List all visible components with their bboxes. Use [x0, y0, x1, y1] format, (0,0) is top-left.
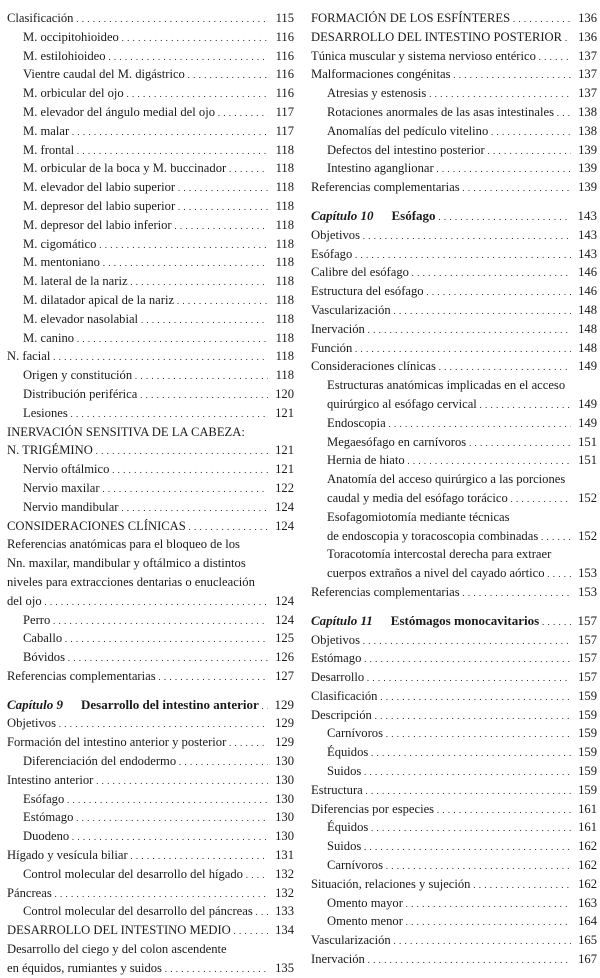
- toc-entry: [7, 592, 294, 611]
- toc-entry-title: Estructura: [311, 782, 363, 797]
- toc-entry-title: Suidos: [327, 764, 362, 779]
- toc-entry: [311, 357, 597, 376]
- toc-entry-title: Consideraciones clínicas: [311, 359, 436, 374]
- toc-page-number: 118: [275, 330, 294, 345]
- toc-entry: [311, 781, 597, 800]
- toc-entry: [7, 404, 294, 423]
- toc-entry-title: Inervación: [311, 952, 365, 967]
- toc-page-number: 129: [275, 735, 294, 750]
- toc-entry-title: del ojo: [7, 593, 42, 608]
- toc-page-number: 136: [578, 29, 597, 44]
- toc-entry-title: Duodeno: [23, 829, 70, 844]
- toc-page-number: 148: [578, 302, 597, 317]
- toc-page-number: 162: [578, 858, 597, 873]
- toc-page-number: 161: [578, 801, 597, 816]
- toc-page-number: 159: [578, 726, 597, 741]
- toc-entry-title: M. elevador nasolabial: [23, 311, 139, 326]
- toc-entry-title: Referencias anatómicas para el bloqueo de los: [7, 537, 240, 552]
- toc-entry-title: en équidos, rumiantes y suidos: [7, 960, 162, 975]
- toc-entry-title: N. TRIGÉMINO: [7, 443, 93, 458]
- toc-page-number: 137: [578, 48, 597, 63]
- toc-page-number: 130: [275, 791, 294, 806]
- toc-entry: [7, 827, 294, 846]
- toc-entry-title: Rotaciones anormales de las asas intestinales: [327, 104, 554, 119]
- toc-page-number: 164: [578, 914, 597, 929]
- toc-page-number: 151: [578, 434, 597, 449]
- chapter-heading: [311, 612, 597, 631]
- toc-page-number: 124: [275, 593, 294, 608]
- toc-entry-title: Équidos: [327, 820, 369, 835]
- toc-entry-title: Diferencias por especies: [311, 801, 435, 816]
- toc-page-number: 130: [275, 829, 294, 844]
- toc-entry: [7, 235, 294, 254]
- toc-page-number: 118: [275, 198, 294, 213]
- toc-page-number: 163: [578, 895, 597, 910]
- toc-entry: [7, 884, 294, 903]
- toc-entry-title: Esofagomiotomía mediante técnicas: [327, 509, 510, 524]
- toc-entry: [7, 479, 294, 498]
- toc-entry: [7, 47, 294, 66]
- toc-entry: [311, 9, 597, 28]
- toc-entry-title: cuerpos extraños a nivel del cayado aórtico: [327, 566, 545, 581]
- toc-entry: [311, 301, 597, 320]
- toc-entry: [311, 28, 597, 47]
- toc-page-number: 121: [275, 462, 294, 477]
- toc-entry-title: Esófago: [311, 246, 353, 261]
- toc-page-number: 152: [578, 528, 597, 543]
- toc-entry-title: Vascularización: [311, 302, 391, 317]
- toc-entry: [311, 178, 597, 197]
- toc-entry: [7, 573, 294, 592]
- toc-page-number: 129: [274, 696, 294, 712]
- chapter-heading: [311, 207, 597, 226]
- chapter-heading: [7, 696, 294, 715]
- toc-entry-title: Endoscopia: [327, 415, 386, 430]
- toc-page-number: 159: [578, 745, 597, 760]
- toc-entry: [7, 629, 294, 648]
- toc-entry: [311, 263, 597, 282]
- toc-entry-title: Situación, relaciones y sujeción: [311, 876, 471, 891]
- toc-entry-title: Vientre caudal del M. digástrico: [23, 67, 185, 82]
- toc-entry: [311, 564, 597, 583]
- toc-entry: [7, 329, 294, 348]
- toc-entry-title: M. occipitohioideo: [23, 29, 119, 44]
- toc-page-number: 133: [275, 904, 294, 919]
- toc-entry-title: caudal y media del esófago torácico: [327, 490, 508, 505]
- toc-entry-title: M. lateral de la nariz: [23, 274, 128, 289]
- toc-entry-title: Función: [311, 340, 353, 355]
- toc-page-number: 118: [275, 217, 294, 232]
- toc-page-number: 127: [275, 668, 294, 683]
- toc-entry-title: Distribución periférica: [23, 386, 138, 401]
- toc-page-number: 118: [275, 161, 294, 176]
- toc-entry-title: Intestino aganglionar: [327, 161, 434, 176]
- toc-page-number: 116: [275, 48, 294, 63]
- toc-entry: [7, 197, 294, 216]
- toc-entry: [7, 65, 294, 84]
- toc-entry-title: Vascularización: [311, 933, 391, 948]
- toc-entry-title: Carnívoros: [327, 858, 383, 873]
- toc-entry: [311, 668, 597, 687]
- toc-entry: [7, 535, 294, 554]
- toc-page-number: 121: [275, 443, 294, 458]
- toc-page-number: 131: [275, 848, 294, 863]
- toc-entry-title: Anomalías del pedículo vitelino: [327, 123, 489, 138]
- toc-entry-title: M. canino: [23, 330, 75, 345]
- toc-entry: [7, 28, 294, 47]
- toc-entry-title: Intestino anterior: [7, 772, 94, 787]
- toc-page-number: 122: [275, 480, 294, 495]
- toc-entry: [311, 470, 597, 489]
- toc-entry-title: Desarrollo: [311, 670, 365, 685]
- toc-entry: [7, 940, 294, 959]
- toc-entry: [311, 818, 597, 837]
- toc-entry: [7, 752, 294, 771]
- toc-page-number: 157: [578, 651, 597, 666]
- toc-entry: [7, 460, 294, 479]
- toc-entry-title: niveles para extracciones dentarias o enucleación: [7, 574, 255, 589]
- toc-page-number: 148: [578, 340, 597, 355]
- toc-entry: [311, 65, 597, 84]
- toc-entry-title: Malformaciones congénitas: [311, 67, 451, 82]
- toc-page-number: 137: [578, 86, 597, 101]
- toc-entry: [7, 921, 294, 940]
- toc-entry: [311, 545, 597, 564]
- toc-entry: [7, 310, 294, 329]
- toc-page-number: 130: [275, 754, 294, 769]
- toc-entry: [7, 554, 294, 573]
- toc-entry-title: M. estilohioideo: [23, 48, 106, 63]
- toc-entry: [311, 762, 597, 781]
- toc-entry-title: FORMACIÓN DE LOS ESFÍNTERES: [311, 11, 511, 25]
- toc-page-number: 138: [578, 104, 597, 119]
- toc-entry-title: Omento menor: [327, 914, 403, 929]
- toc-entry: [7, 517, 294, 536]
- toc-page-number: 115: [275, 11, 294, 25]
- toc-entry: [7, 9, 294, 28]
- toc-page-number: 126: [275, 650, 294, 665]
- toc-entry-title: Lesiones: [23, 405, 68, 420]
- toc-page-number: 153: [578, 584, 597, 599]
- toc-page-number: 149: [578, 415, 597, 430]
- toc-entry-title: Atresias y estenosis: [327, 86, 427, 101]
- toc-entry-title: Estructura del esófago: [311, 284, 424, 299]
- toc-page-number: 149: [578, 359, 597, 374]
- toc-entry-title: Referencias complementarias: [311, 180, 460, 195]
- toc-entry-title: Objetivos: [311, 632, 360, 647]
- toc-entry-title: Hernia de hiato: [327, 453, 405, 468]
- toc-page-number: 118: [275, 142, 294, 157]
- toc-entry-title: Estómago: [311, 651, 362, 666]
- toc-entry: [7, 865, 294, 884]
- toc-entry-title: Calibre del esófago: [311, 265, 409, 280]
- toc-page-number: 118: [275, 180, 294, 195]
- toc-entry-title: Clasificación: [311, 688, 378, 703]
- toc-entry-title: quirúrgico al esófago cervical: [327, 396, 477, 411]
- toc-entry: [311, 950, 597, 969]
- toc-page-number: 162: [578, 839, 597, 854]
- toc-entry: [311, 282, 597, 301]
- toc-page-number: 139: [578, 180, 597, 195]
- toc-entry: [311, 931, 597, 950]
- toc-right-column: [311, 9, 597, 969]
- toc-entry-title: INERVACIÓN SENSITIVA DE LA CABEZA:: [7, 424, 245, 439]
- toc-entry-title: Origen y constitución: [23, 368, 133, 383]
- toc-entry: [311, 875, 597, 894]
- toc-entry-title: Équidos: [327, 745, 369, 760]
- toc-entry-title: Anatomía del acceso quirúrgico a las porciones: [327, 472, 566, 487]
- toc-page-number: 139: [578, 142, 597, 157]
- toc-page-number: 132: [275, 866, 294, 881]
- toc-page-number: 124: [275, 612, 294, 627]
- toc-entry: [311, 339, 597, 358]
- toc-entry-title: Toracotomía intercostal derecha para extraer: [327, 547, 552, 562]
- toc-entry: [311, 837, 597, 856]
- toc-entry-title: Objetivos: [311, 227, 360, 242]
- toc-entry-title: Objetivos: [7, 716, 56, 731]
- toc-page-number: 132: [275, 885, 294, 900]
- toc-entry: [311, 489, 597, 508]
- toc-entry-title: M. cigomático: [23, 236, 97, 251]
- toc-entry-title: Hígado y vesícula biliar: [7, 848, 128, 863]
- toc-entry: [311, 84, 597, 103]
- toc-page-number: 143: [578, 227, 597, 242]
- toc-page-number: 136: [578, 11, 597, 25]
- toc-entry: [311, 743, 597, 762]
- toc-page-number: 165: [578, 933, 597, 948]
- chapter-label: Capítulo 9: [7, 696, 63, 712]
- toc-page-number: 146: [578, 265, 597, 280]
- toc-page-number: 157: [577, 612, 597, 628]
- toc-entry: [311, 649, 597, 668]
- chapter-label: Capítulo 10: [311, 207, 374, 223]
- toc-page-number: 139: [578, 161, 597, 176]
- toc-page-number: 148: [578, 321, 597, 336]
- toc-entry: [311, 245, 597, 264]
- toc-entry: [7, 385, 294, 404]
- toc-entry: [7, 122, 294, 141]
- toc-entry: [311, 527, 597, 546]
- toc-entry: [7, 423, 294, 442]
- toc-page-number: 159: [578, 707, 597, 722]
- toc-page-number: 152: [578, 490, 597, 505]
- toc-entry: [311, 376, 597, 395]
- toc-entry-title: Túnica muscular y sistema nervioso entérico: [311, 48, 536, 63]
- toc-page-number: 121: [275, 405, 294, 420]
- toc-page-number: 116: [275, 29, 294, 44]
- toc-entry-title: M. depresor del labio superior: [23, 198, 176, 213]
- toc-entry: [311, 141, 597, 160]
- toc-page-number: 162: [578, 876, 597, 891]
- toc-page-number: 151: [578, 453, 597, 468]
- toc-entry: [311, 103, 597, 122]
- toc-entry: [7, 441, 294, 460]
- toc-page-number: 134: [275, 923, 294, 938]
- toc-entry: [311, 583, 597, 602]
- toc-entry: [7, 84, 294, 103]
- toc-entry: [311, 912, 597, 931]
- toc-entry: [311, 856, 597, 875]
- toc-page-number: 146: [578, 284, 597, 299]
- toc-page-number: 137: [578, 67, 597, 82]
- toc-page-number: 116: [275, 67, 294, 82]
- toc-entry: [7, 648, 294, 667]
- toc-entry-title: Clasificación: [7, 11, 74, 25]
- toc-entry-title: DESARROLLO DEL INTESTINO POSTERIOR: [311, 29, 563, 44]
- toc-entry-title: Control molecular del desarrollo del páncreas: [23, 904, 253, 919]
- toc-entry: [311, 894, 597, 913]
- toc-entry-title: Esófago: [23, 791, 65, 806]
- toc-entry: [7, 366, 294, 385]
- toc-entry: [7, 216, 294, 235]
- toc-entry-title: Referencias complementarias: [311, 584, 460, 599]
- toc-entry-title: N. facial: [7, 349, 51, 364]
- toc-page-number: 118: [275, 236, 294, 251]
- toc-entry: [7, 272, 294, 291]
- toc-entry-title: Nervio oftálmico: [23, 462, 110, 477]
- toc-entry-title: Nervio maxilar: [23, 480, 100, 495]
- toc-entry: [311, 508, 597, 527]
- toc-entry: [311, 724, 597, 743]
- toc-page-number: 129: [275, 716, 294, 731]
- toc-entry: [7, 141, 294, 160]
- toc-entry: [311, 414, 597, 433]
- toc-page-number: 167: [578, 952, 597, 967]
- toc-entry-title: Nervio mandibular: [23, 499, 119, 514]
- toc-entry-title: Estructuras anatómicas implicadas en el acceso: [327, 378, 566, 393]
- toc-page-number: 135: [275, 960, 294, 975]
- toc-entry-title: M. orbicular del ojo: [23, 86, 124, 101]
- toc-entry: [7, 790, 294, 809]
- toc-entry-title: Páncreas: [7, 885, 52, 900]
- toc-entry-title: Suidos: [327, 839, 362, 854]
- toc-entry-title: Carnívoros: [327, 726, 383, 741]
- toc-page-number: 130: [275, 772, 294, 787]
- toc-entry: [7, 498, 294, 517]
- toc-entry-title: Estómago: [23, 810, 74, 825]
- toc-page-number: 118: [275, 311, 294, 326]
- toc-entry-title: Perro: [23, 612, 51, 627]
- toc-entry-title: M. frontal: [23, 142, 75, 157]
- toc-page-number: 116: [275, 86, 294, 101]
- toc-entry: [7, 253, 294, 272]
- toc-page-number: 118: [275, 368, 294, 383]
- toc-entry-title: Formación del intestino anterior y posterior: [7, 735, 227, 750]
- toc-entry-title: Omento mayor: [327, 895, 403, 910]
- toc-entry: [311, 122, 597, 141]
- toc-page-number: 124: [275, 499, 294, 514]
- toc-page-number: 143: [577, 207, 597, 223]
- toc-page-number: 124: [275, 518, 294, 533]
- toc-entry: [7, 902, 294, 921]
- toc-entry: [7, 714, 294, 733]
- toc-entry: [311, 320, 597, 339]
- chapter-label: Capítulo 11: [311, 612, 373, 628]
- toc-entry-title: Inervación: [311, 321, 365, 336]
- toc-page-number: 161: [578, 820, 597, 835]
- toc-page-number: 157: [578, 632, 597, 647]
- toc-entry-title: Caballo: [23, 631, 63, 646]
- toc-entry: [7, 733, 294, 752]
- toc-entry: [7, 291, 294, 310]
- toc-entry: [7, 103, 294, 122]
- toc-entry: [311, 47, 597, 66]
- toc-entry-title: Bóvidos: [23, 650, 65, 665]
- toc-entry-title: Nn. maxilar, mandibular y oftálmico a distintos: [7, 556, 246, 571]
- toc-entry: [7, 771, 294, 790]
- toc-entry-title: M. malar: [23, 123, 70, 138]
- toc-page-number: 159: [578, 688, 597, 703]
- toc-page-number: 149: [578, 396, 597, 411]
- toc-entry-title: M. depresor del labio inferior: [23, 217, 172, 232]
- toc-entry-title: Diferenciación del endodermo: [23, 754, 177, 769]
- toc-entry: [311, 451, 597, 470]
- toc-entry-title: de endoscopia y toracoscopia combinadas: [327, 528, 539, 543]
- chapter-title: Desarrollo del intestino anterior: [81, 696, 259, 712]
- toc-entry: [311, 800, 597, 819]
- toc-page-number: 118: [275, 292, 294, 307]
- toc-entry-title: M. dilatador apical de la nariz: [23, 292, 175, 307]
- toc-page-number: 118: [275, 274, 294, 289]
- toc-page-number: 159: [578, 764, 597, 779]
- toc-entry: [311, 706, 597, 725]
- toc-entry-title: DESARROLLO DEL INTESTINO MEDIO: [7, 923, 231, 938]
- toc-entry: [7, 347, 294, 366]
- toc-entry-title: M. mentoniano: [23, 255, 100, 270]
- toc-entry-title: M. elevador del labio superior: [23, 180, 176, 195]
- toc-entry-title: M. elevador del ángulo medial del ojo: [23, 104, 215, 119]
- toc-page-number: 130: [275, 810, 294, 825]
- toc-entry: [311, 395, 597, 414]
- toc-entry: [7, 959, 294, 978]
- toc-page-number: 157: [578, 670, 597, 685]
- toc-entry: [7, 159, 294, 178]
- toc-entry: [7, 611, 294, 630]
- toc-entry-title: Referencias complementarias: [7, 668, 156, 683]
- toc-page-number: 159: [578, 782, 597, 797]
- toc-page-number: 125: [275, 631, 294, 646]
- toc-entry-title: Desarrollo del ciego y del colon ascendente: [7, 942, 227, 957]
- toc-entry: [311, 226, 597, 245]
- toc-page-number: 143: [578, 246, 597, 261]
- toc-page-number: 153: [578, 566, 597, 581]
- toc-entry: [311, 687, 597, 706]
- toc-entry: [7, 808, 294, 827]
- toc-entry: [7, 667, 294, 686]
- toc-entry: [311, 433, 597, 452]
- toc-entry-title: Descripción: [311, 707, 372, 722]
- toc-page-number: 118: [275, 349, 294, 364]
- toc-page-number: 117: [275, 123, 294, 138]
- toc-entry-title: Megaesófago en carnívoros: [327, 434, 467, 449]
- toc-entry: [311, 631, 597, 650]
- toc-left-column: [7, 9, 294, 978]
- toc-page-number: 138: [578, 123, 597, 138]
- toc-entry-title: Defectos del intestino posterior: [327, 142, 485, 157]
- toc-entry-title: CONSIDERACIONES CLÍNICAS: [7, 518, 186, 533]
- toc-page-number: 118: [275, 255, 294, 270]
- chapter-title: Estómagos monocavitarios: [390, 612, 540, 628]
- chapter-title: Esófago: [391, 207, 436, 223]
- toc-entry-title: M. orbicular de la boca y M. buccinador: [23, 161, 227, 176]
- toc-page-number: 117: [275, 104, 294, 119]
- toc-entry-title: Control molecular del desarrollo del hígado: [23, 866, 243, 881]
- toc-page-number: 120: [275, 386, 294, 401]
- toc-entry: [311, 159, 597, 178]
- toc-entry: [7, 178, 294, 197]
